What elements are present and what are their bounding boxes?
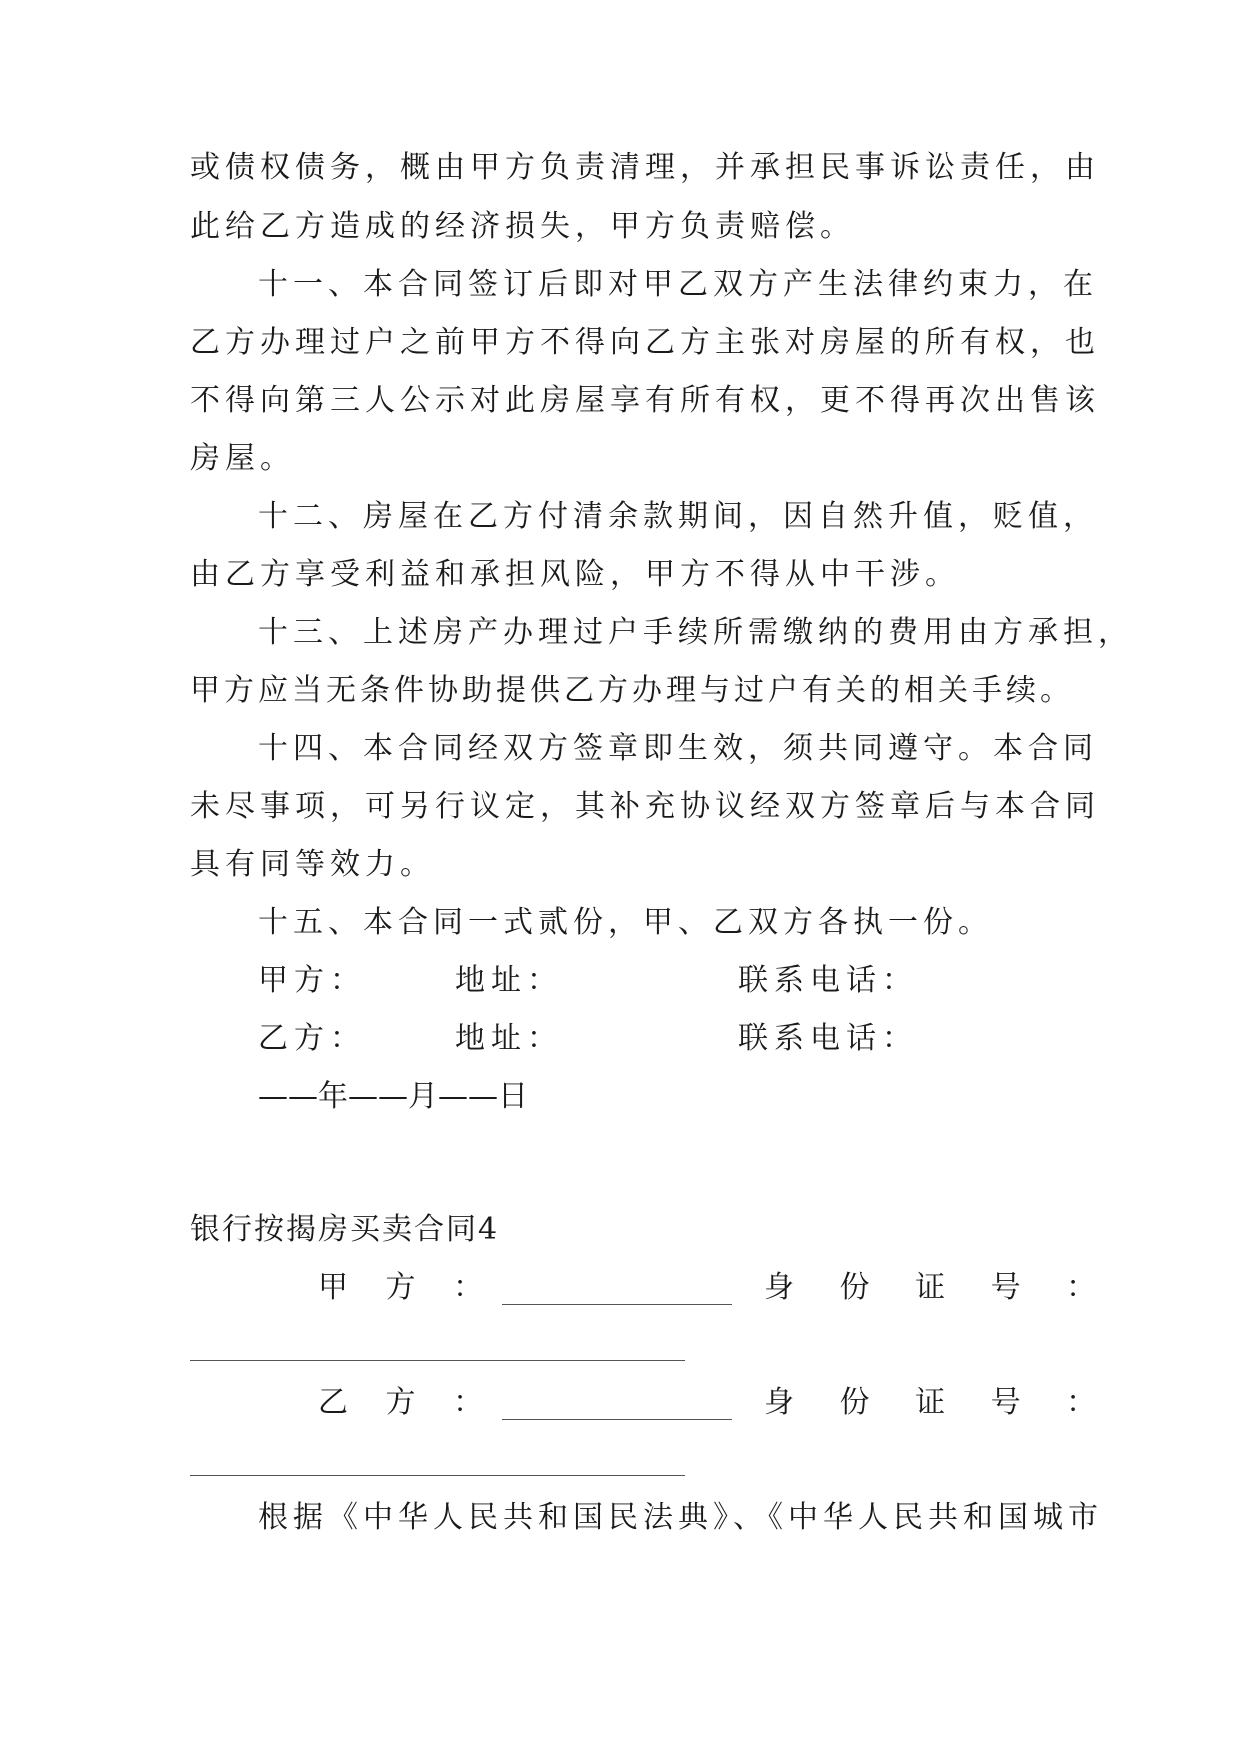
clause-10-line-2: 此给乙方造成的经济损失，甲方负责赔偿。 [190,209,855,244]
party-b-label: 乙方： [258,1021,366,1056]
party-b-field-label: 乙 方 ： [318,1385,498,1420]
contract-title: 银行按揭房买卖合同4 [190,1212,500,1247]
party-b-id-label: 身 份 证 号 ： [764,1385,1115,1420]
clause-11-line-3: 不得向第三人公示对此房屋享有所有权，更不得再次出售该 [190,383,1100,418]
party-b-name-blank [502,1419,732,1420]
clause-11-line-4: 房屋。 [190,441,295,476]
basis-line-1: 根据《中华人民共和国民法典》、《中华人民共和国城市 [258,1500,1103,1535]
clause-15: 十五、本合同一式贰份，甲、乙双方各执一份。 [258,905,993,940]
date-line: ——年——月——日 [258,1079,528,1114]
clause-14-line-1: 十四、本合同经双方签章即生效，须共同遵守。本合同 [258,731,1098,766]
party-a-field-label: 甲 方 ： [318,1270,498,1305]
party-a-id-blank [190,1360,685,1361]
party-a-address-label: 地址： [455,963,563,998]
clause-10-line-1: 或债权债务，概由甲方负责清理，并承担民事诉讼责任，由 [190,150,1100,185]
clause-11-line-1: 十一、本合同签订后即对甲乙双方产生法律约束力，在 [258,267,1098,302]
clause-12-line-2: 由乙方享受利益和承担风险，甲方不得从中干涉。 [190,557,960,592]
party-a-phone-label: 联系电话： [738,963,918,998]
party-b-phone-label: 联系电话： [738,1021,918,1056]
party-b-id-row [190,1383,1115,1427]
clause-13-line-2: 甲方应当无条件协助提供乙方办理与过户有关的相关手续。 [190,673,1074,708]
party-b-id-blank [190,1475,685,1476]
clause-12-line-1: 十二、房屋在乙方付清余款期间，因自然升值，贬值， [258,499,1098,534]
party-b-address-label: 地址： [455,1021,563,1056]
clause-14-line-2: 未尽事项，可另行议定，其补充协议经双方签章后与本合同 [190,789,1100,824]
clause-14-line-3: 具有同等效力。 [190,847,435,882]
party-a-id-row [190,1268,1115,1312]
party-a-id-label: 身 份 证 号 ： [764,1270,1115,1305]
clause-11-line-2: 乙方办理过户之前甲方不得向乙方主张对房屋的所有权，也 [190,325,1100,360]
clause-13-line-1: 十三、上述房产办理过户手续所需缴纳的费用由方承担， [258,615,1133,650]
party-a-name-blank [502,1304,732,1305]
party-a-label: 甲方： [258,963,366,998]
